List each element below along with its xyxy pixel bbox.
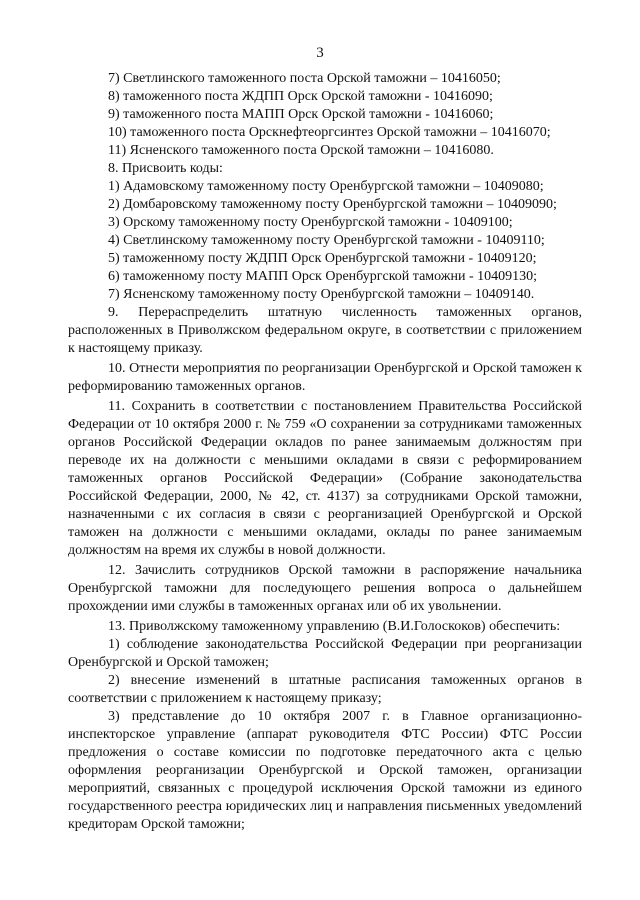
- list-item: 8) таможенного поста ЖДПП Орск Орской таможни - 10416090;: [108, 89, 493, 104]
- list-item: 10) таможенного поста Орскнефтеоргсинтез Орской таможни – 10416070;: [108, 125, 551, 140]
- list-item: 5) таможенному посту ЖДПП Орск Оренбургской таможни - 10409120;: [108, 251, 537, 266]
- paragraph-13-item-1: 1) соблюдение законодательства Российской Федерации при реорганизации Оренбургской и Орской таможен;: [68, 637, 582, 670]
- list-item: 4) Светлинскому таможенному посту Оренбургской таможни - 10409110;: [108, 233, 545, 248]
- list-item: 11) Ясненского таможенного поста Орской таможни – 10416080.: [108, 143, 494, 158]
- paragraph-13: 13. Приволжскому таможенному управлению (В.И.Голоскоков) обеспечить:: [108, 619, 561, 634]
- item-8-heading: 8. Присвоить коды:: [108, 161, 223, 176]
- paragraph-11: 11. Сохранить в соответствии с постановлением Правительства Российской Федерации от 10 октября 2000 г. № 759 «О сохранении за сотрудниками таможенных органов Российской Федерации окладов по ранее занимаемым должностям при переводе их на должности с меньшими окладами в связи с реформированием таможенных органов Российской Федерации» (Собрание законодательства Российской Федерации, 2000, № 42, ст. 4137) за сотрудниками Орской таможни, назначенными с их согласия в связи с реорганизацией Оренбургской и Орской таможен на должности с меньшими окладами, оклады по ранее занимаемым должностям на время их службы в новой должности.: [68, 399, 582, 558]
- page-number: 3: [316, 45, 324, 61]
- paragraph-10: 10. Отнести мероприятия по реорганизации Оренбургской и Орской таможен к реформированию таможенных органов.: [68, 361, 582, 394]
- list-item: 7) Светлинского таможенного поста Орской таможни – 10416050;: [108, 71, 501, 86]
- codes-list-continued: [68, 70, 582, 160]
- list-item: 2) Домбаровскому таможенному посту Оренбургской таможни – 10409090;: [108, 197, 557, 212]
- list-item: 9) таможенного поста МАПП Орск Орской таможни - 10416060;: [108, 107, 494, 122]
- paragraph-12: 12. Зачислить сотрудников Орской таможни в распоряжение начальника Оренбургской таможни для последующего решения вопроса о дальнейшем прохождении ими службы в таможенных органах или об их увольнении.: [68, 563, 582, 614]
- item-8-section: [68, 160, 582, 304]
- paragraph-9: 9. Перераспределить штатную численность таможенных органов, расположенных в Приволжском федеральном округе, в соответствии с приложением к настоящему приказу.: [68, 305, 582, 356]
- list-item: 1) Адамовскому таможенному посту Оренбургской таможни – 10409080;: [108, 179, 544, 194]
- list-item: 3) Орскому таможенному посту Оренбургской таможни - 10409100;: [108, 215, 513, 230]
- list-item: 7) Ясненскому таможенному посту Оренбургской таможни – 10409140.: [108, 287, 535, 302]
- paragraph-13-item-3: 3) представление до 10 октября 2007 г. в Главное организационно-инспекторское управление (аппарат руководителя ФТС России) ФТС России предложения о составе комиссии по подготовке передаточного акта с целью оформления реорганизации Оренбургской и Орской таможен, организации мероприятий, связанных с процедурой исключения Орской таможни из единого государственного реестра юридических лиц и направления письменных уведомлений кредиторам Орской таможни;: [68, 709, 582, 832]
- paragraph-13-item-2: 2) внесение изменений в штатные расписания таможенных органов в соответствии с приложением к настоящему приказу;: [68, 673, 582, 706]
- list-item: 6) таможенному посту МАПП Орск Оренбургской таможни - 10409130;: [108, 269, 538, 284]
- document-body: [68, 70, 582, 834]
